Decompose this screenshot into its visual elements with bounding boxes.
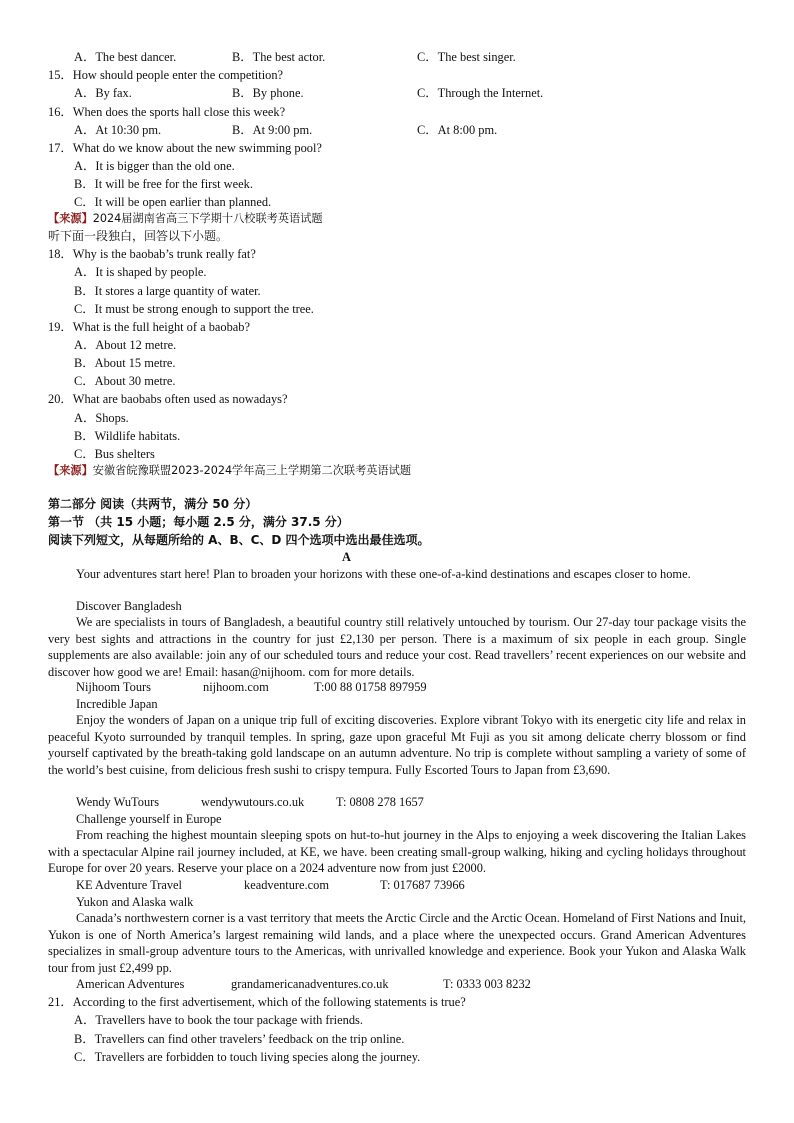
ad3-website: keadventure.com — [244, 878, 329, 892]
ad4-title: Yukon and Alaska walk — [76, 895, 194, 909]
ad4-phone: T: 0333 003 8232 — [443, 977, 531, 991]
q20-option-c: C．Bus shelters — [74, 447, 155, 461]
q19-option-c: C．About 30 metre. — [74, 374, 176, 388]
ad3-phone: T: 017687 73966 — [380, 878, 465, 892]
source-tag-1: 【来源】 — [48, 212, 93, 225]
q17-option-a: A．It is bigger than the old one. — [74, 159, 235, 173]
q21-option-b: B．Travellers can find other travelers’ feedback on the trip online. — [74, 1032, 405, 1046]
question-17: 17．What do we know about the new swimming pool? — [48, 141, 322, 155]
ad2-contact — [76, 794, 424, 810]
q14-option-b: B．The best actor. — [232, 50, 326, 64]
ad2-phone: T: 0808 278 1657 — [336, 795, 424, 809]
ad2-company: Wendy WuTours — [76, 795, 160, 809]
q20-option-b: B．Wildlife habitats. — [74, 429, 181, 443]
ad3-title: Challenge yourself in Europe — [76, 812, 222, 826]
q15-option-a: A．By fax. — [74, 86, 132, 100]
source-text-1: 2024届湖南省高三下学期十八校联考英语试题 — [92, 212, 323, 225]
ad1-company: Nijhoom Tours — [76, 680, 151, 694]
ad4-contact — [76, 976, 531, 992]
ad2-body: Enjoy the wonders of Japan on a unique trip full of exciting discoveries. Explore vibrant Tokyo with its energetic city life and relax in peaceful Kyoto surrounded by tranquil temples. In spring, gaze upon graceful Mt Fuji as you sit among delicate cherry blossom or find yourself captivated by the breath-taking gold landscape on an autumn adventure. No trip is complete without sampling a variety of some of the world’s best cuisine, from delicious fresh sushi to crispy tempura. Fully Escorted Tours to Japan from £3,690. — [48, 713, 746, 777]
question-19: 19．What is the full height of a baobab? — [48, 320, 250, 334]
question-18: 18．Why is the baobab’s trunk really fat? — [48, 247, 256, 261]
question-20: 20．What are baobabs often used as nowadays? — [48, 392, 288, 406]
q21-option-a: A．Travellers have to book the tour package with friends. — [74, 1013, 363, 1027]
ad4-body: Canada’s northwestern corner is a vast territory that meets the Arctic Circle and the Arctic Ocean. Homeland of First Nations and Inuit, Yukon is one of North America’s largest remaining wild lands, and a place where the unexpected occurs. Grand American Adventures specializes in small-group adventure tours to the Americas, with unrivalled knowledge and experience. Book your Yukon and Alaska Walk tour from just £2,499 pp. — [48, 911, 746, 975]
question-15: 15．How should people enter the competition? — [48, 68, 284, 82]
question-21: 21．According to the first advertisement, which of the following statements is true? — [48, 995, 466, 1009]
q16-options — [74, 122, 497, 138]
ad3-contact — [76, 877, 465, 893]
reading-instruction: 阅读下列短文，从每题所给的 A、B、C、D 四个选项中选出最佳选项。 — [48, 533, 430, 547]
ad2-website: wendywutours.co.uk — [201, 795, 305, 809]
source-text-2: 安徽省皖豫联盟2023-2024学年高三上学期第二次联考英语试题 — [92, 464, 412, 477]
q18-option-b: B．It stores a large quantity of water. — [74, 284, 261, 298]
q18-option-c: C．It must be strong enough to support the tree. — [74, 302, 314, 316]
ad3-company: KE Adventure Travel — [76, 878, 182, 892]
q14-option-a: A．The best dancer. — [74, 50, 177, 64]
q16-option-c: C．At 8:00 pm. — [417, 123, 498, 137]
passage-label: A — [342, 550, 351, 564]
q19-option-b: B．About 15 metre. — [74, 356, 176, 370]
q15-options — [74, 85, 543, 101]
ad1-website: nijhoom.com — [203, 680, 269, 694]
ad1-body: We are specialists in tours of Bangladesh, a beautiful country still relatively untouched by tourism. Our 27-day tour package visits the very best sights and attractions in the country for just £2,130 per person. There is a maximum of six people in each group. Single supplements are also available: join any of our scheduled tours and reduce your cost. Read travellers’ recent experiences on our website and discover how good we are! Email: hasan@nijhoom. com for more details. — [48, 615, 746, 679]
q20-option-a: A．Shops. — [74, 411, 129, 425]
q17-option-c: C．It will be open earlier than planned. — [74, 195, 272, 209]
q19-option-a: A．About 12 metre. — [74, 338, 177, 352]
q14-options — [74, 49, 516, 65]
ad4-company: American Adventures — [76, 977, 185, 991]
question-16: 16．When does the sports hall close this week? — [48, 105, 286, 119]
source-note-2 — [48, 463, 411, 479]
q21-option-c: C．Travellers are forbidden to touch living species along the journey. — [74, 1050, 421, 1064]
source-tag-2: 【来源】 — [48, 464, 93, 477]
section-one-title: 第一节 （共 15 小题；每小题 2.5 分，满分 37.5 分） — [48, 515, 349, 529]
q15-option-b: B．By phone. — [232, 86, 304, 100]
q14-option-c: C．The best singer. — [417, 50, 516, 64]
ad1-phone: T:00 88 01758 897959 — [314, 680, 427, 694]
q15-option-c: C．Through the Internet. — [417, 86, 544, 100]
ad1-title: Discover Bangladesh — [76, 599, 182, 613]
ad2-title: Incredible Japan — [76, 697, 158, 711]
ad4-website: grandamericanadventures.co.uk — [231, 977, 389, 991]
ad3-body: From reaching the highest mountain sleeping spots on hut-to-hut journey in the Alps to enjoying a week discovering the Italian Lakes with a spectacular Alpine rail journey included, at KE, we have. been creating small-group walking, hiking and cycling holidays throughout Europe for over 20 years. Reserve your place on a 2024 adventure now from just £2000. — [48, 828, 746, 875]
ad1-contact — [76, 679, 427, 695]
q16-option-a: A．At 10:30 pm. — [74, 123, 162, 137]
passage-intro: Your adventures start here! Plan to broaden your horizons with these one-of-a-kind destinations and escapes closer to home. — [76, 567, 691, 581]
q17-option-b: B．It will be free for the first week. — [74, 177, 253, 191]
listening-instruction: 听下面一段独白，回答以下小题。 — [48, 229, 229, 243]
q18-option-a: A．It is shaped by people. — [74, 265, 207, 279]
part-two-title: 第二部分 阅读（共两节，满分 50 分） — [48, 497, 258, 511]
source-note-1 — [48, 211, 323, 227]
q16-option-b: B．At 9:00 pm. — [232, 123, 313, 137]
